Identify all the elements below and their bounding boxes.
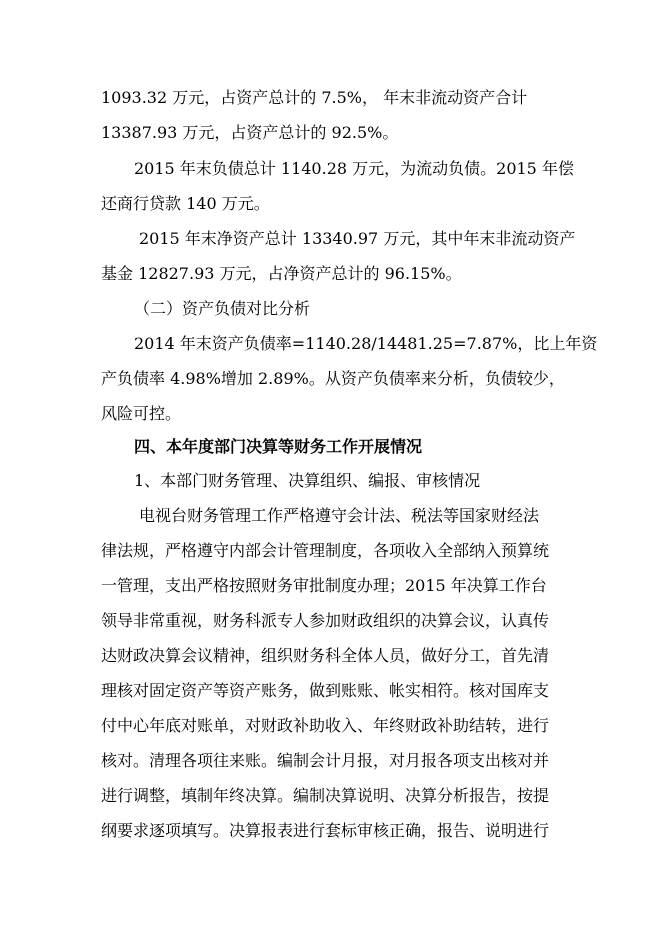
- paragraph-line: 产负债率 4.98%增加 2.89%。从资产负债率来分析，负债较少，: [101, 369, 565, 388]
- paragraph-line: 风险可控。: [101, 404, 182, 423]
- paragraph-line: 2015 年末净资产总计 13340.97 万元，其中年末非流动资产: [139, 229, 576, 248]
- paragraph-line: 理核对固定资产等资产账务，做到账账、帐实相符。核对国库支: [101, 681, 550, 700]
- paragraph-line: 13387.93 万元，占资产总计的 92.5%。: [101, 123, 399, 142]
- section-heading: 四、本年度部门决算等财务工作开展情况: [134, 437, 423, 456]
- paragraph-line: 进行调整，填制年终决算。编制决算说明、决算分析报告，按提: [101, 786, 550, 805]
- paragraph-line: 电视台财务管理工作严格遵守会计法、税法等国家财经法: [139, 506, 540, 525]
- paragraph-line: 达财政决算会议精神，组织财务科全体人员，做好分工，首先清: [101, 646, 550, 665]
- section-subheading: （二）资产负债对比分析: [134, 299, 311, 318]
- section-subheading: 1、本部门财务管理、决算组织、编报、审核情况: [134, 471, 481, 490]
- paragraph-line: 付中心年底对账单，对财政补助收入、年终财政补助结转，进行: [101, 716, 550, 735]
- paragraph-line: 领导非常重视，财务科派专人参加财政组织的决算会议，认真传: [101, 611, 550, 630]
- paragraph-line: 还商行贷款 140 万元。: [101, 194, 270, 213]
- paragraph-line: 2015 年末负债总计 1140.28 万元，为流动负债。2015 年偿: [134, 159, 574, 178]
- paragraph-line: 一管理，支出严格按照财务审批制度办理；2015 年决算工作台: [101, 576, 547, 595]
- paragraph-line: 1093.32 万元，占资产总计的 7.5%， 年末非流动资产合计: [101, 88, 528, 107]
- paragraph-line: 基金 12827.93 万元，占净资产总计的 96.15%。: [101, 264, 462, 283]
- paragraph-line: 2014 年末资产负债率=1140.28/14481.25=7.87%，比上年资: [134, 334, 598, 353]
- paragraph-line: 律法规，严格遵守内部会计管理制度，各项收入全部纳入预算统: [101, 541, 550, 560]
- paragraph-line: 纲要求逐项填写。决算报表进行套标审核正确，报告、说明进行: [101, 821, 550, 840]
- paragraph-line: 核对。清理各项往来账。编制会计月报，对月报各项支出核对并: [101, 751, 550, 770]
